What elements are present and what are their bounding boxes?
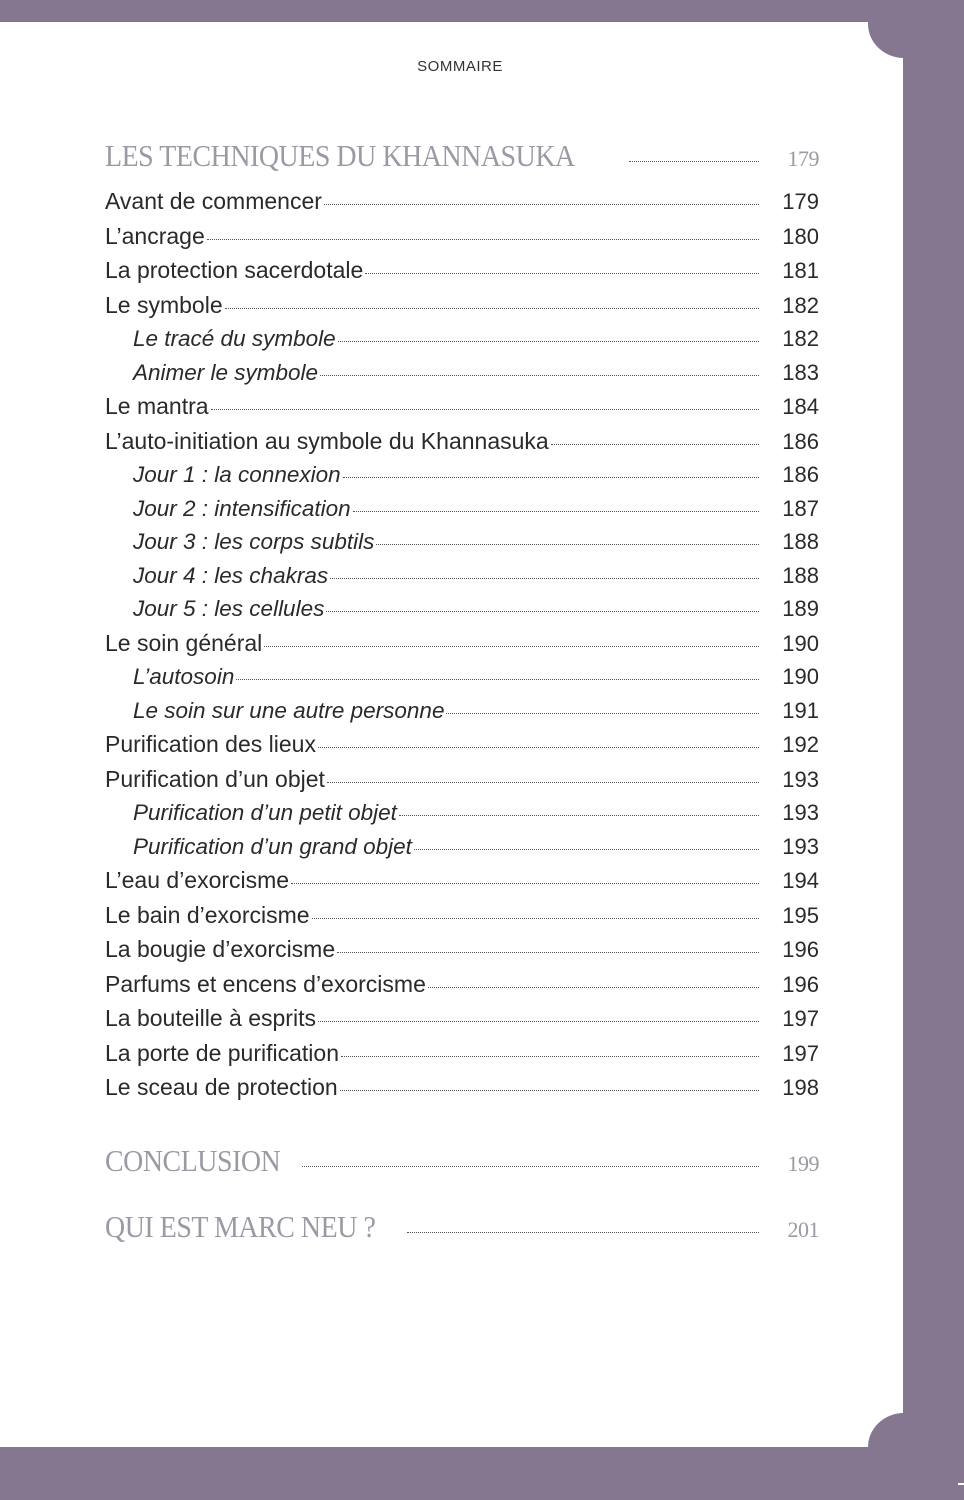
toc-page-number: 197	[782, 1040, 819, 1066]
toc-title: Purification d’un petit objet	[133, 800, 397, 825]
toc-section-heading[interactable]	[105, 1209, 819, 1269]
toc-subentry[interactable]	[105, 800, 819, 834]
toc-entry[interactable]	[105, 766, 819, 801]
toc-title: L’ancrage	[105, 222, 205, 249]
toc-title: Le soin sur une autre personne	[133, 697, 445, 723]
toc-entry[interactable]	[105, 902, 819, 937]
dot-leader	[264, 646, 759, 647]
toc-subentry[interactable]	[105, 664, 819, 698]
toc-title: L’eau d’exorcisme	[105, 867, 290, 893]
dot-leader	[207, 239, 759, 240]
toc-page-number: 190	[782, 664, 819, 689]
toc-page-number: 182	[782, 326, 819, 351]
toc-page-number: 193	[782, 766, 819, 792]
toc-title: CONCLUSION	[105, 1142, 281, 1178]
dot-leader	[236, 679, 759, 680]
toc-entry[interactable]	[105, 936, 819, 971]
toc-subentry[interactable]	[105, 834, 819, 868]
toc-title: La bouteille à esprits	[105, 1005, 316, 1031]
toc-page-number: 198	[782, 1075, 819, 1100]
dot-leader	[318, 1021, 759, 1022]
dot-leader	[340, 1090, 759, 1091]
toc-title: Purification d’un grand objet	[133, 833, 412, 859]
toc-page-number: 192	[782, 732, 819, 757]
toc-entry[interactable]	[105, 393, 819, 428]
toc-subentry[interactable]	[105, 360, 819, 394]
toc-title: Le soin général	[105, 629, 263, 656]
dot-leader	[291, 883, 759, 884]
toc-subentry[interactable]	[105, 496, 819, 530]
toc-title: Jour 4 : les chakras	[133, 562, 329, 588]
toc-page-number: 181	[782, 258, 819, 283]
toc-page-number: 188	[782, 529, 819, 554]
toc-title: Le tracé du symbole	[133, 326, 336, 351]
toc-title: Animer le symbole	[133, 359, 319, 385]
dot-leader	[629, 161, 759, 162]
toc-title: Le sceau de protection	[105, 1074, 338, 1100]
toc-page-number: 193	[782, 800, 819, 825]
toc-section-heading[interactable]	[105, 138, 819, 188]
dot-leader	[312, 918, 759, 919]
toc-page-number: 189	[782, 596, 819, 621]
dot-leader	[211, 409, 759, 410]
toc-subentry[interactable]	[105, 596, 819, 630]
toc-title: La protection sacerdotale	[105, 257, 364, 283]
toc-entry[interactable]	[105, 1074, 819, 1109]
toc-entry[interactable]	[105, 257, 819, 292]
toc-entry[interactable]	[105, 428, 819, 463]
toc-subentry[interactable]	[105, 563, 819, 597]
toc-title: L’autosoin	[133, 664, 235, 689]
toc-title: Parfums et encens d’exorcisme	[105, 970, 426, 997]
toc-page-number: 188	[782, 562, 819, 588]
dot-leader	[551, 444, 759, 445]
toc-title: La bougie d’exorcisme	[105, 936, 336, 962]
toc-page-number: 180	[782, 223, 819, 249]
toc-page-number: 187	[782, 495, 819, 521]
toc-title: Jour 1 : la connexion	[133, 462, 341, 487]
toc-subentry[interactable]	[105, 698, 819, 732]
toc-page-number: 191	[782, 697, 819, 723]
dot-leader	[341, 1056, 759, 1057]
toc-title: Avant de commencer	[105, 188, 322, 214]
toc-title: Jour 5 : les cellules	[133, 596, 325, 621]
toc-entry[interactable]	[105, 630, 819, 665]
dot-leader	[338, 341, 759, 342]
toc-title: La porte de purification	[105, 1039, 339, 1066]
dot-leader	[446, 713, 759, 714]
dot-leader	[399, 815, 759, 816]
running-head: SOMMAIRE	[417, 58, 503, 75]
dot-leader	[327, 782, 759, 783]
toc-entry[interactable]	[105, 1005, 819, 1040]
toc-page-number: 195	[782, 902, 819, 928]
dot-leader	[225, 308, 759, 309]
toc-entry[interactable]	[105, 731, 819, 766]
dot-leader	[428, 987, 759, 988]
dot-leader	[324, 204, 759, 205]
dot-leader	[353, 511, 759, 512]
toc-title: QUI EST MARC NEU ?	[105, 1208, 376, 1244]
dot-leader	[365, 273, 759, 274]
toc-page-number: 186	[782, 428, 819, 454]
toc-entry[interactable]	[105, 867, 819, 902]
toc-page-number: 194	[782, 868, 819, 893]
toc-entry[interactable]	[105, 971, 819, 1006]
toc-title: Purification d’un objet	[105, 765, 325, 792]
dot-leader	[326, 611, 759, 612]
toc-page-number: 196	[782, 971, 819, 997]
toc-page-number: 179	[782, 189, 819, 214]
dot-leader	[376, 544, 759, 545]
toc-title: Jour 2 : intensification	[133, 495, 351, 521]
toc-page-number: 197	[782, 1006, 819, 1031]
toc-section-heading[interactable]	[105, 1143, 819, 1209]
toc-page-number: 201	[787, 1216, 819, 1242]
toc-page-number: 190	[782, 630, 819, 656]
dot-leader	[320, 375, 759, 376]
toc-page-number: 179	[787, 146, 819, 171]
toc-subentry[interactable]	[105, 326, 819, 360]
edge-mark	[958, 1483, 964, 1485]
dot-leader	[337, 952, 759, 953]
toc-page-number: 186	[782, 462, 819, 487]
dot-leader	[343, 477, 759, 478]
toc-page-number: 196	[782, 937, 819, 962]
toc-title: Le bain d’exorcisme	[105, 901, 310, 928]
dot-leader	[318, 747, 759, 748]
toc-page-number: 193	[782, 833, 819, 859]
toc-entry[interactable]	[105, 292, 819, 327]
toc-page-number: 182	[782, 292, 819, 318]
toc-title: Le mantra	[105, 393, 209, 419]
table-of-contents	[105, 138, 819, 1269]
toc-page-number: 184	[782, 394, 819, 419]
toc-page-number: 199	[787, 1150, 819, 1176]
dot-leader	[330, 578, 759, 579]
toc-title: Le symbole	[105, 291, 223, 318]
toc-page-number: 183	[782, 359, 819, 385]
toc-entry[interactable]	[105, 223, 819, 258]
toc-title: Purification des lieux	[105, 731, 316, 757]
dot-leader	[407, 1232, 759, 1233]
dot-leader	[302, 1166, 759, 1167]
toc-title: Jour 3 : les corps subtils	[133, 529, 375, 554]
toc-title: L’auto-initiation au symbole du Khannasuka	[105, 427, 549, 454]
toc-subentry[interactable]	[105, 529, 819, 563]
toc-subentry[interactable]	[105, 462, 819, 496]
dot-leader	[414, 849, 759, 850]
toc-entry[interactable]	[105, 1040, 819, 1075]
toc-entry[interactable]	[105, 188, 819, 223]
toc-title: LES TECHNIQUES DU KHANNASUKA	[105, 138, 575, 173]
